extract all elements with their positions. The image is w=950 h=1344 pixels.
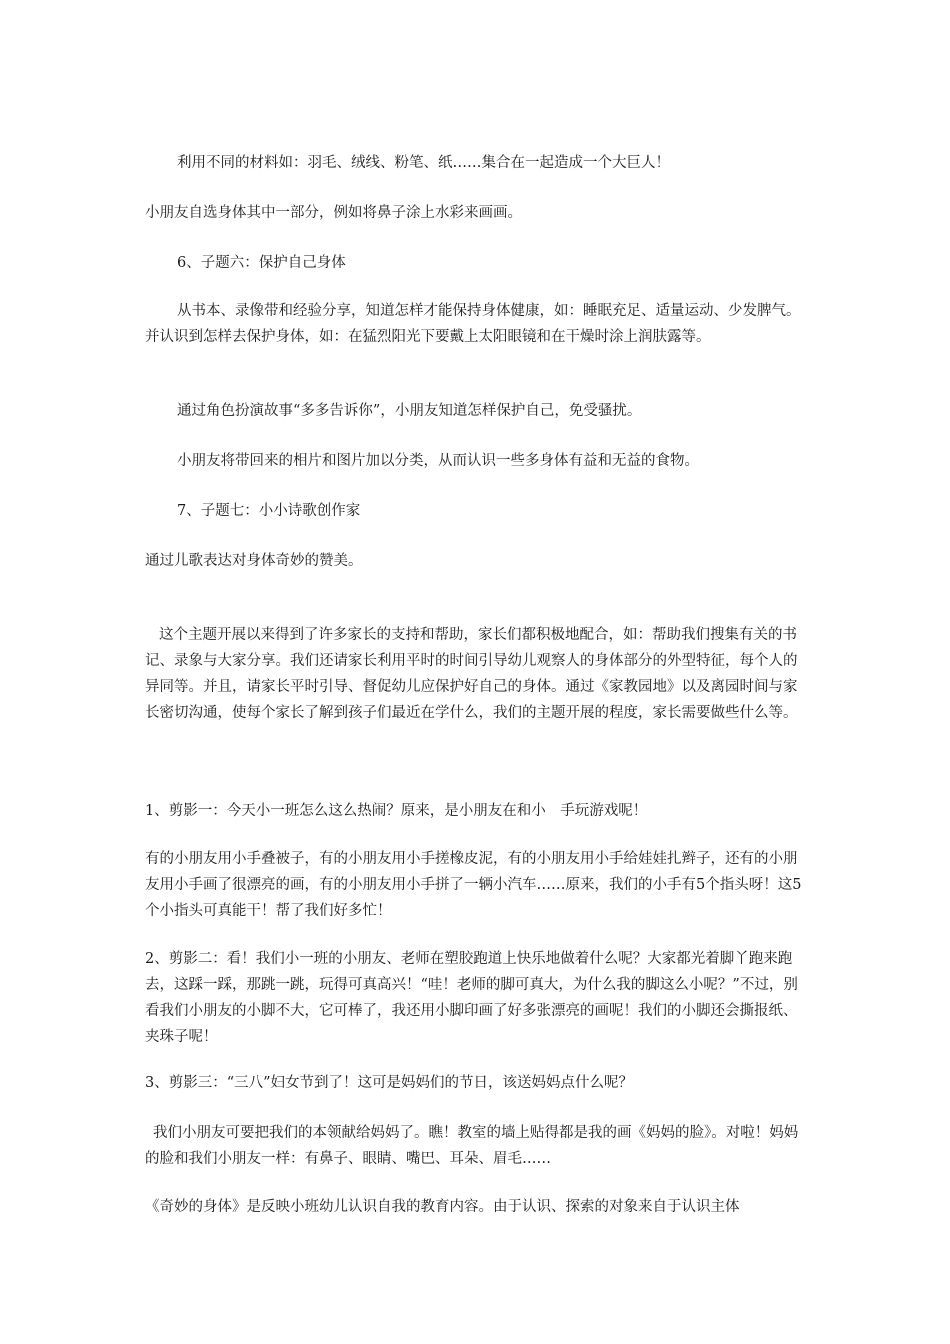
heading-subtopic-seven: 7、子题七：小小诗歌创作家	[177, 503, 361, 519]
paragraph-materials: 利用不同的材料如：羽毛、绒线、粉笔、纸……集合在一起造成一个大巨人！	[177, 155, 670, 171]
heading-snapshot-three: 3、剪影三：“三八”妇女节到了！这可是妈妈们的节日，该送妈妈点什么呢？	[145, 1075, 634, 1091]
paragraph-mothers-face: 我们小朋友可要把我们的本领献给妈妈了。瞧！教室的墙上贴得都是我的画《妈妈的脸》。对啦！妈妈的脸和我们小朋友一样：有鼻子、眼睛、嘴巴、耳朵、眉毛……	[145, 1125, 799, 1167]
paragraph-snapshot-two: 2、剪影二：看！我们小一班的小朋友、老师在塑胶跑道上快乐地做着什么呢？大家都光着脚丫跑来跑去，这踩一踩，那跳一跳，玩得可真高兴！“哇！老师的脚可真大，为什么我的脚这么小呢？”不过，别看我们小朋友的小脚不大，它可棒了，我还用小脚印画了好多张漂亮的画呢！我们的小脚还会撕报纸、夹珠子呢！	[145, 951, 798, 1045]
paragraph-children-songs: 通过儿歌表达对身体奇妙的赞美。	[145, 553, 363, 569]
paragraph-health: 从书本、录像带和经验分享，知道怎样才能保持身体健康，如：睡眠充足、适量运动、少发脾气。并认识到怎样去保护身体，如：在猛烈阳光下要戴上太阳眼镜和在干燥时涂上润肤露等。	[145, 303, 801, 345]
heading-subtopic-six: 6、子题六：保护自己身体	[177, 255, 346, 271]
paragraph-nose-painting: 小朋友自选身体其中一部分，例如将鼻子涂上水彩来画画。	[145, 205, 522, 221]
paragraph-curriculum-summary: 《奇妙的身体》是反映小班幼儿认识自我的教育内容。由于认识、探索的对象来自于认识主体	[145, 1199, 740, 1215]
heading-snapshot-one: 1、剪影一：今天小一班怎么这么热闹？原来，是小朋友在和小 手玩游戏呢！	[145, 803, 648, 819]
paragraph-parents-support: 这个主题开展以来得到了许多家长的支持和帮助，家长们都积极地配合，如：帮助我们搜集有关的书记、录象与大家分享。我们还请家长利用平时的时间引导幼儿观察人的身体部分的外型特征，每个人的异同等。并且，请家长平时引导、督促幼儿应保护好自己的身体。通过《家教园地》以及离园时间与家长密切沟通，使每个家长了解到孩子们最近在学什么，我们的主题开展的程度，家长需要做些什么等。	[145, 627, 798, 721]
paragraph-role-play: 通过角色扮演故事“多多告诉你”，小朋友知道怎样保护自己，免受骚扰。	[177, 403, 642, 419]
paragraph-little-hands: 有的小朋友用小手叠被子，有的小朋友用小手搓橡皮泥，有的小朋友用小手给娃娃扎辫子，还有的小朋友用小手画了很漂亮的画，有的小朋友用小手拼了一辆小汽车……原来，我们的小手有5个指头呀！这5个小指头可真能干！帮了我们好多忙！	[145, 851, 802, 919]
paragraph-food-classification: 小朋友将带回来的相片和图片加以分类，从而认识一些多身体有益和无益的食物。	[177, 453, 699, 469]
